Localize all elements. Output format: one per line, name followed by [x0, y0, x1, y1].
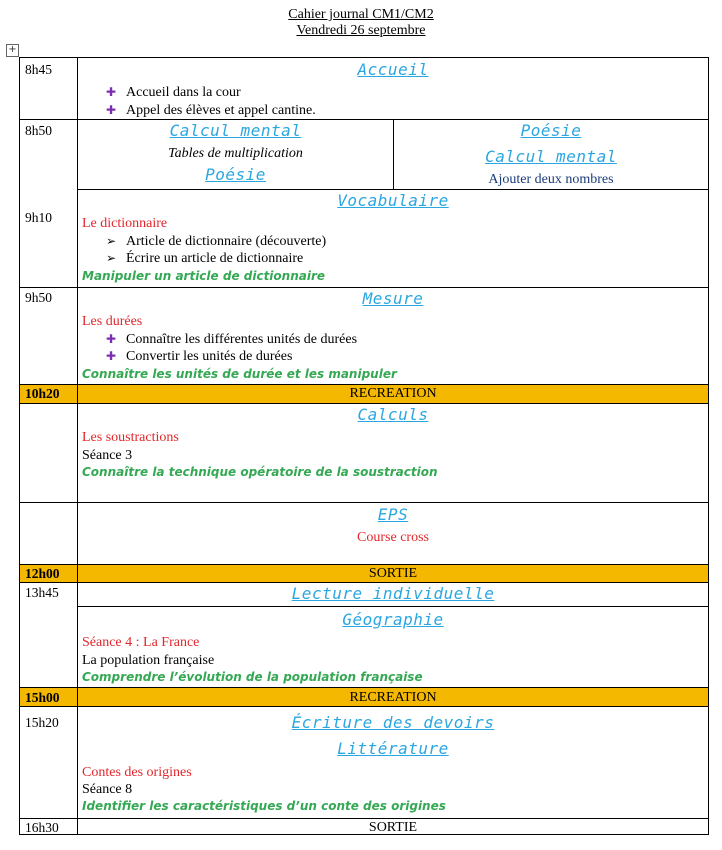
arrow-bullet-icon: ➢: [106, 251, 117, 265]
list-item: ➢ Écrire un article de dictionnaire: [106, 251, 304, 266]
row-divider: [20, 706, 708, 707]
text-seance-8: Séance 8: [82, 782, 133, 797]
arrow-bullet-icon: ➢: [106, 234, 117, 248]
objective-population: Comprendre l’évolution de la population française: [82, 670, 423, 684]
time-9h10: 9h10: [25, 210, 52, 225]
row-divider: [20, 687, 708, 688]
row-divider: [20, 384, 708, 385]
subject-lecture: Lecture individuelle: [291, 584, 495, 603]
text-ajouter: Ajouter deux nombres: [488, 172, 614, 187]
subject-vocabulaire: Vocabulaire: [337, 191, 449, 210]
row-divider: [20, 403, 708, 404]
time-8h50: 8h50: [25, 123, 52, 138]
objective-conte: Identifier les caractéristiques d’un conte des origines: [82, 799, 446, 813]
objective-durees: Connaître les unités de durée et les manipuler: [82, 367, 397, 381]
subject-calcul-mental-right: Calcul mental: [485, 147, 617, 166]
move-handle-icon[interactable]: +: [6, 44, 19, 57]
topic-contes: Contes des origines: [82, 765, 192, 780]
list-item: ✚ Accueil dans la cour: [106, 85, 241, 100]
time-12h00: 12h00: [25, 566, 60, 581]
pin-bullet-icon: ✚: [106, 103, 117, 117]
recreation-label: RECREATION: [349, 690, 437, 705]
row-divider: [20, 564, 708, 565]
time-8h45: 8h45: [25, 62, 52, 77]
topic-dictionnaire: Le dictionnaire: [82, 216, 168, 231]
pin-bullet-icon: ✚: [106, 332, 117, 346]
text-population: La population française: [82, 653, 215, 668]
subject-geographie: Géographie: [342, 610, 444, 629]
topic-soustractions: Les soustractions: [82, 430, 179, 445]
row-divider: [20, 287, 708, 288]
list-item: ➢ Article de dictionnaire (découverte): [106, 234, 327, 249]
time-13h45: 13h45: [25, 585, 59, 600]
subject-poesie-right: Poésie: [520, 121, 582, 140]
subject-ecriture-devoirs: Écriture des devoirs: [291, 713, 495, 732]
subject-poesie-left: Poésie: [205, 165, 266, 184]
topic-course-cross: Course cross: [357, 530, 429, 545]
text-seance-3: Séance 3: [82, 448, 133, 463]
time-10h20: 10h20: [25, 386, 60, 401]
topic-seance-4: Séance 4 : La France: [82, 635, 200, 650]
topic-durees: Les durées: [82, 314, 143, 329]
page-title: Cahier journal CM1/CM2: [288, 7, 434, 22]
pin-bullet-icon: ✚: [106, 349, 117, 363]
text-tables: Tables de multiplication: [168, 146, 303, 161]
row-divider: [78, 189, 708, 190]
pin-bullet-icon: ✚: [106, 85, 117, 99]
page-date: Vendredi 26 septembre: [296, 23, 426, 38]
recreation-label: RECREATION: [349, 386, 437, 401]
list-item: ✚ Appel des élèves et appel cantine.: [106, 103, 316, 118]
list-item: ✚ Connaître les différentes unités de durées: [106, 332, 358, 347]
sortie-label: SORTIE: [368, 566, 418, 581]
row-divider: [20, 818, 708, 819]
row-divider: [78, 606, 708, 607]
time-15h00: 15h00: [25, 690, 60, 705]
row-divider: [20, 119, 708, 120]
sortie-label: SORTIE: [368, 820, 418, 835]
subject-calculs: Calculs: [357, 405, 429, 424]
time-16h30: 16h30: [25, 820, 59, 835]
objective-soustraction: Connaître la technique opératoire de la soustraction: [82, 465, 438, 479]
subject-accueil: Accueil: [357, 60, 429, 79]
subject-mesure: Mesure: [362, 289, 424, 308]
subject-eps: EPS: [377, 505, 409, 524]
subject-calcul-mental-left: Calcul mental: [169, 121, 302, 140]
objective-dictionnaire: Manipuler un article de dictionnaire: [82, 269, 326, 283]
time-9h50: 9h50: [25, 290, 52, 305]
time-15h20: 15h20: [25, 715, 59, 730]
row-divider: [20, 502, 708, 503]
list-item: ✚ Convertir les unités de durées: [106, 349, 293, 364]
row-divider: [20, 582, 708, 583]
subject-litterature: Littérature: [337, 739, 449, 758]
